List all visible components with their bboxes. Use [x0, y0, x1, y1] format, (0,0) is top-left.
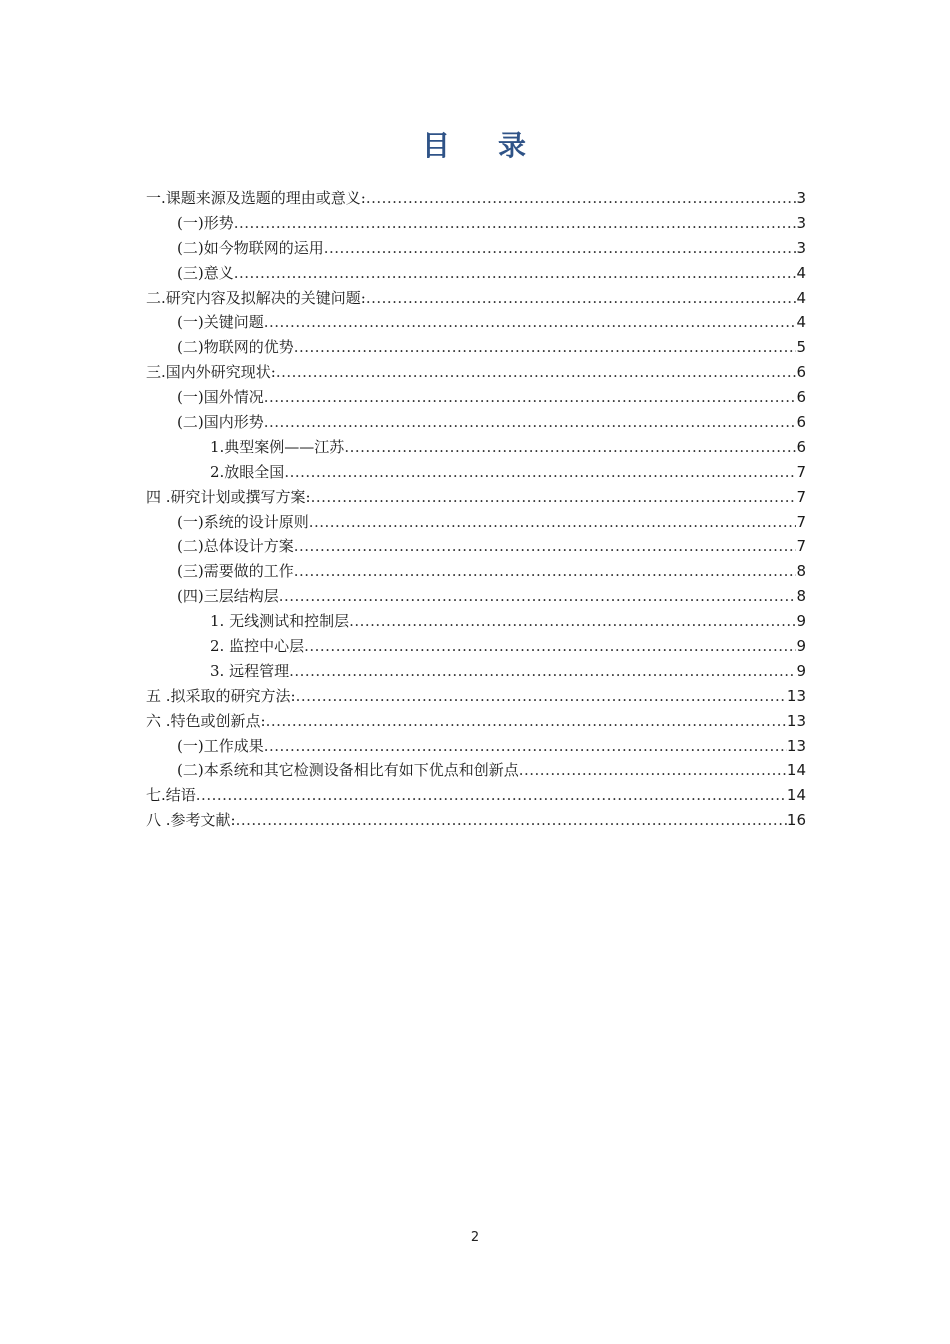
- toc-leader-dots: [294, 559, 797, 584]
- toc-leader-dots: [264, 385, 797, 410]
- toc-entry[interactable]: [146, 236, 806, 261]
- toc-entry-text: (一)形势: [177, 213, 234, 232]
- toc-entry-text: 六 .特色或创新点:: [146, 711, 266, 730]
- toc-title-char-right: 录: [498, 129, 529, 162]
- toc-entry-page: 6: [796, 437, 806, 456]
- toc-leader-dots: [294, 335, 797, 360]
- toc-entry[interactable]: [146, 261, 806, 286]
- toc-leader-dots: [344, 435, 796, 460]
- toc-entry-text: 1.典型案例——江苏: [210, 437, 345, 456]
- toc-entry[interactable]: [146, 310, 806, 335]
- toc-leader-dots: [266, 709, 787, 734]
- toc-entry[interactable]: [146, 510, 806, 535]
- toc-entry-text: 三.国内外研究现状:: [146, 363, 276, 382]
- toc-entry-text: (一)系统的设计原则: [177, 512, 309, 531]
- toc-entry-page: 7: [796, 537, 806, 556]
- toc-entry[interactable]: [146, 534, 806, 559]
- toc-entry-text: 2.放眼全国: [210, 462, 285, 481]
- toc-entry-page: 3: [796, 189, 806, 207]
- toc-entry-page: 7: [796, 462, 806, 481]
- toc-entry-page: 5: [796, 338, 806, 357]
- toc-entry-text: 四 .研究计划或撰写方案:: [146, 487, 311, 506]
- toc-entry-text: 五 .拟采取的研究方法:: [146, 686, 296, 705]
- toc-entry-text: (四)三层结构层: [177, 587, 279, 606]
- toc-leader-dots: [234, 211, 797, 236]
- toc-entry-page: 13: [786, 736, 806, 755]
- toc-leader-dots: [519, 758, 787, 783]
- toc-leader-dots: [284, 460, 796, 485]
- toc-entry-page: 9: [796, 637, 806, 656]
- toc-title: [0, 124, 950, 164]
- toc-entry-page: 9: [796, 612, 806, 631]
- toc-entry-text: (一)工作成果: [177, 736, 264, 755]
- toc-entry[interactable]: [146, 584, 806, 609]
- toc-leader-dots: [234, 261, 797, 286]
- toc-entry[interactable]: [146, 335, 806, 360]
- toc-entry-page: 4: [796, 288, 806, 307]
- toc-entry-page: 16: [786, 811, 806, 830]
- toc-leader-dots: [196, 783, 787, 808]
- toc-entry-page: 14: [786, 786, 806, 805]
- toc-entry-page: 13: [786, 711, 806, 730]
- toc-entry-page: 13: [786, 686, 806, 705]
- toc-entry-page: 7: [796, 512, 806, 531]
- toc-entry-text: 3. 远程管理: [210, 661, 290, 680]
- toc-leader-dots: [309, 510, 797, 535]
- toc-leader-dots: [349, 609, 796, 634]
- toc-entry-page: 8: [796, 587, 806, 606]
- toc-entry[interactable]: [146, 385, 806, 410]
- toc-leader-dots: [264, 410, 797, 435]
- toc-entry-text: 一.课题来源及选题的理由或意义:: [146, 189, 366, 207]
- toc-entry[interactable]: [146, 783, 806, 808]
- toc-entry[interactable]: [146, 286, 806, 311]
- toc-leader-dots: [304, 634, 796, 659]
- toc-entry-text: (二)如今物联网的运用: [177, 238, 324, 257]
- toc-entry-page: 3: [796, 238, 806, 257]
- toc-leader-dots: [366, 286, 797, 311]
- toc-entry[interactable]: [146, 709, 806, 734]
- toc-entry-text: 1. 无线测试和控制层: [210, 612, 350, 631]
- toc-entry-text: (二)物联网的优势: [177, 338, 294, 357]
- toc-entry-text: (一)关键问题: [177, 313, 264, 332]
- toc-entry[interactable]: [146, 410, 806, 435]
- toc-leader-dots: [264, 310, 797, 335]
- toc-leader-dots: [279, 584, 797, 609]
- toc-entry[interactable]: [146, 211, 806, 236]
- toc-leader-dots: [311, 485, 797, 510]
- toc-title-char-left: 目: [421, 129, 452, 162]
- toc-leader-dots: [324, 236, 797, 261]
- toc-entry-text: (三)意义: [177, 263, 234, 282]
- toc-entry-page: 7: [796, 487, 806, 506]
- toc-entry-page: 4: [796, 313, 806, 332]
- toc-entry-page: 4: [796, 263, 806, 282]
- toc-leader-dots: [289, 659, 796, 684]
- toc-leader-dots: [276, 360, 797, 385]
- toc-entry-page: 14: [786, 761, 806, 780]
- toc-entry-text: 七.结语: [146, 786, 196, 805]
- toc-entry[interactable]: [146, 485, 806, 510]
- toc-entry[interactable]: [146, 559, 806, 584]
- toc-leader-dots: [294, 534, 797, 559]
- toc-entry-text: 八 .参考文献:: [146, 811, 236, 830]
- toc-entry-text: (三)需要做的工作: [177, 562, 294, 581]
- toc-entry[interactable]: [146, 460, 806, 485]
- toc-entry-page: 6: [796, 363, 806, 382]
- toc-entry-page: 9: [796, 661, 806, 680]
- toc-entry[interactable]: [146, 808, 806, 833]
- toc-entry[interactable]: [146, 186, 806, 211]
- toc-entry[interactable]: [146, 758, 806, 783]
- toc-entry-page: 8: [796, 562, 806, 581]
- toc-entry[interactable]: [146, 734, 806, 759]
- toc-entry-text: (一)国外情况: [177, 388, 264, 407]
- toc-entry[interactable]: [146, 360, 806, 385]
- toc-leader-dots: [264, 734, 787, 759]
- toc-entry-page: 3: [796, 213, 806, 232]
- toc-entry-page: 6: [796, 413, 806, 432]
- toc-entry[interactable]: [146, 684, 806, 709]
- toc-list: [146, 186, 806, 833]
- toc-entry-text: 二.研究内容及拟解决的关键问题:: [146, 288, 366, 307]
- toc-entry-text: 2. 监控中心层: [210, 637, 305, 656]
- toc-leader-dots: [296, 684, 787, 709]
- toc-entry-text: (二)国内形势: [177, 413, 264, 432]
- toc-leader-dots: [366, 186, 797, 211]
- toc-entry[interactable]: [146, 435, 806, 460]
- toc-entry-text: (二)本系统和其它检测设备相比有如下优点和创新点: [177, 761, 519, 780]
- toc-entry-page: 6: [796, 388, 806, 407]
- toc-entry[interactable]: [146, 634, 806, 659]
- toc-entry[interactable]: [146, 659, 806, 684]
- toc-leader-dots: [236, 808, 787, 833]
- toc-entry[interactable]: [146, 609, 806, 634]
- page-number: 2: [470, 1230, 480, 1245]
- toc-entry-text: (二)总体设计方案: [177, 537, 294, 556]
